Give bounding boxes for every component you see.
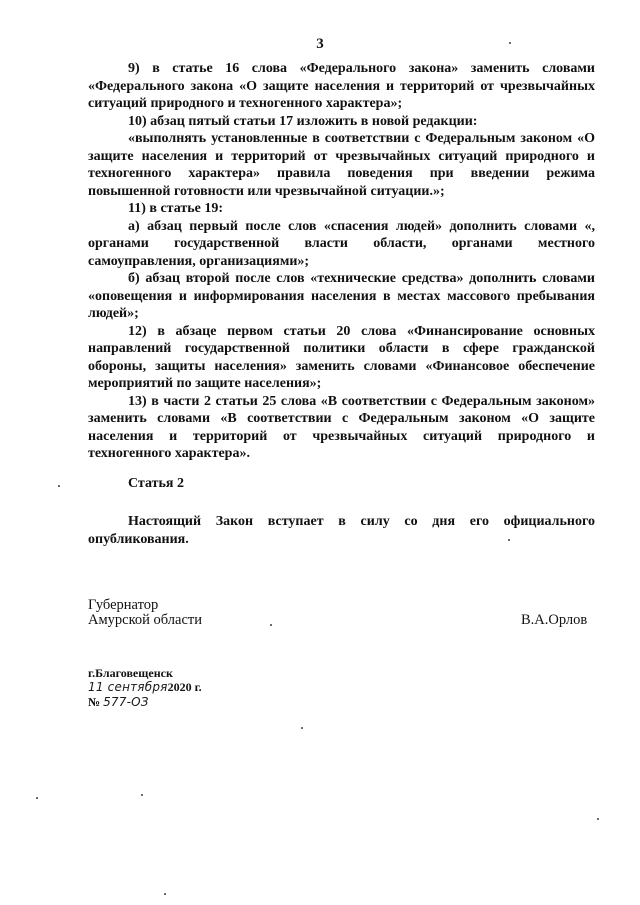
paragraph-item-11a: а) абзац первый после слов «спасения людей» дополнить словами «, органами государственной власти области, органами местного самоуправления, организациями»; (88, 218, 595, 269)
amendments-list (88, 60, 595, 463)
scan-speck (141, 794, 143, 796)
paragraph-item-11b: б) абзац второй после слов «технические средства» дополнить словами «оповещения и информирования населения в местах массового пребывания людей»; (88, 271, 595, 321)
scan-speck (597, 818, 599, 820)
scan-speck (58, 485, 60, 487)
number-sign: № (88, 695, 101, 709)
scan-speck (164, 893, 166, 895)
scan-speck (301, 727, 303, 729)
paragraph-item-12: 12) в абзаце первом статьи 20 слова «Финансирование основных направлений государственной политики области в сфере гражданской обороны, защиты населения» заменить словами «Финансовое обеспечение мероприятий по защите населения»; (88, 323, 595, 391)
law-number (88, 695, 149, 710)
signatory-name: В.А.Орлов (521, 612, 588, 628)
scan-speck (508, 539, 510, 541)
date-year: 2020 г. (167, 680, 202, 694)
paragraph-item-10: 10) абзац пятый статьи 17 изложить в новой редакции: (128, 113, 478, 129)
signatory-title-line2: Амурской области (88, 612, 202, 628)
signatory-title-line1: Губернатор (88, 597, 159, 613)
final-paragraph: Настоящий Закон вступает в силу со дня его официального опубликования. (88, 514, 595, 547)
scan-speck (509, 42, 511, 44)
paragraph-quote: «выполнять установленные в соответствии с Федеральным законом «О защите населения и территорий от чрезвычайных ситуаций природного и техногенного характера» правила поведения при введении режима повышенной готовности или чрезвычайной ситуации.»; (88, 131, 595, 199)
paragraph-item-13: 13) в части 2 статьи 25 слова «В соответствии с Федеральным законом» заменить словами «В соответствии с Федеральным законом «О защите населения и территорий от чрезвычайных ситуаций природного и техногенного характера». (88, 393, 595, 461)
article-heading: Статья 2 (128, 476, 184, 491)
handwritten-law-number: 577-ОЗ (103, 695, 149, 709)
signatory-title (88, 598, 202, 628)
scan-speck (36, 797, 38, 799)
page-number: 3 (316, 36, 324, 52)
handwritten-date: 11 сентября (88, 680, 168, 694)
paragraph-item-11: 11) в статье 19: (128, 201, 224, 216)
signing-date (88, 680, 202, 695)
place-of-signing: г.Благовещенск (88, 666, 173, 680)
paragraph-item-9: 9) в статье 16 слова «Федерального закона» заменить словами «Федерального закона «О защите населения и территорий от чрезвычайных ситуаций природного и техногенного характера»; (88, 61, 595, 111)
scan-speck (270, 624, 272, 626)
